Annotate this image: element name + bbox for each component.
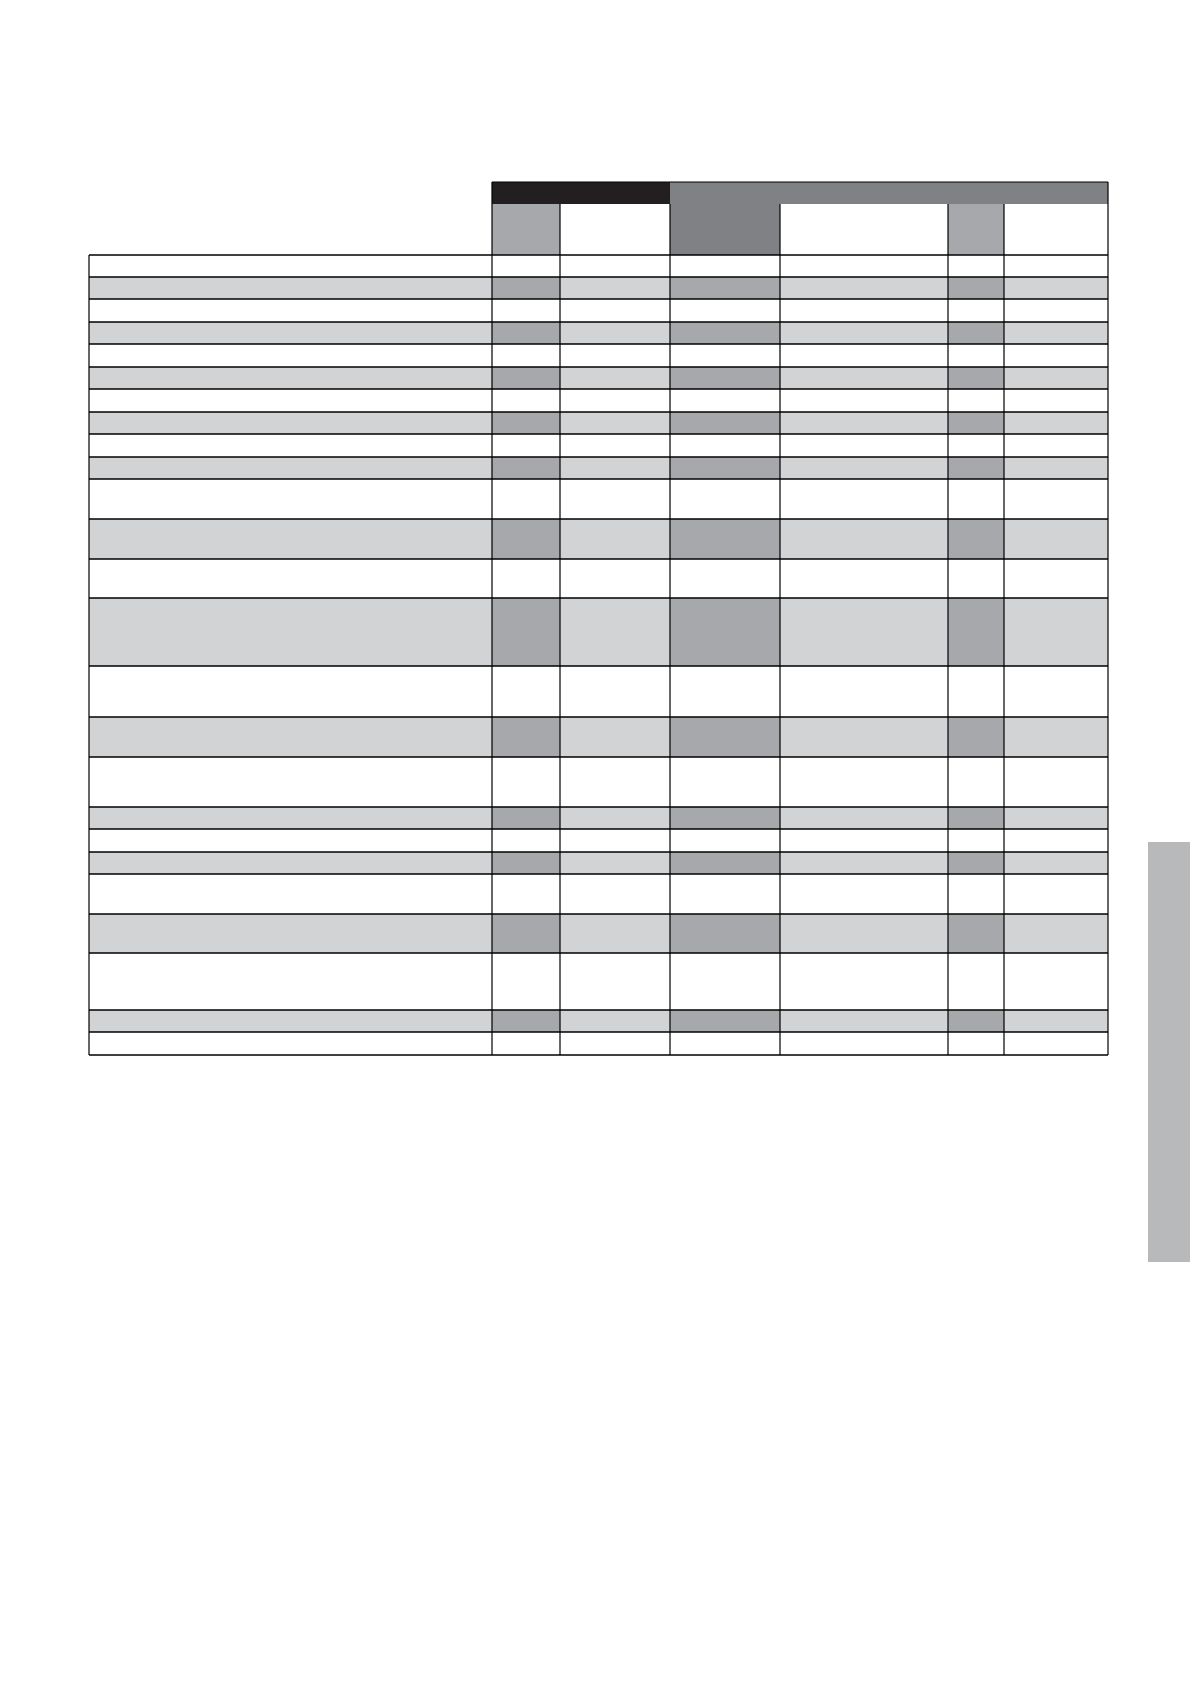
table-cell-shaded xyxy=(948,717,1004,757)
table-cell-shaded xyxy=(948,1010,1004,1032)
table-cell-shaded xyxy=(492,519,560,559)
table-cell-shaded xyxy=(492,914,560,953)
subheader-cell-3 xyxy=(670,204,780,255)
table-cell-shaded xyxy=(492,322,560,344)
subheader-cell-5 xyxy=(948,204,1004,255)
subheader-cell-2 xyxy=(560,204,670,255)
table-row xyxy=(89,559,1108,598)
table-cell-shaded xyxy=(492,717,560,757)
table-cell-shaded xyxy=(492,852,560,874)
table-cell-shaded xyxy=(670,367,780,389)
table-cell-shaded xyxy=(670,277,780,299)
table-cell-shaded xyxy=(948,519,1004,559)
subheader-cell-1 xyxy=(492,204,560,255)
table-cell-shaded xyxy=(492,277,560,299)
table-cell-shaded xyxy=(948,914,1004,953)
subheader-cell-4 xyxy=(780,204,948,255)
group-header-2 xyxy=(670,182,1108,204)
table-cell-shaded xyxy=(948,277,1004,299)
table-row xyxy=(89,874,1108,914)
section-tab xyxy=(1148,842,1190,1262)
table-row xyxy=(89,479,1108,519)
table-cell-shaded xyxy=(670,807,780,829)
subheader-cell-6 xyxy=(1004,204,1108,255)
table-cell-shaded xyxy=(948,807,1004,829)
table-cell-shaded xyxy=(670,598,780,666)
table-cell-shaded xyxy=(492,807,560,829)
table-cell-shaded xyxy=(948,412,1004,434)
table-row xyxy=(89,299,1108,322)
table-row xyxy=(89,389,1108,412)
table-row xyxy=(89,344,1108,367)
table-cell-shaded xyxy=(670,1010,780,1032)
group-header-1 xyxy=(492,182,670,204)
table-cell-shaded xyxy=(948,598,1004,666)
table-row xyxy=(89,255,1108,277)
table-row xyxy=(89,1032,1108,1055)
table-cell-shaded xyxy=(670,852,780,874)
table-cell-shaded xyxy=(670,457,780,479)
table-cell-shaded xyxy=(492,412,560,434)
table-row xyxy=(89,757,1108,807)
table-cell-shaded xyxy=(492,457,560,479)
table-cell-shaded xyxy=(670,519,780,559)
table-cell-shaded xyxy=(948,367,1004,389)
table-row xyxy=(89,829,1108,852)
table-cell-shaded xyxy=(492,1010,560,1032)
table-cell-shaded xyxy=(670,717,780,757)
table-row xyxy=(89,953,1108,1010)
table-row xyxy=(89,666,1108,717)
table-row xyxy=(89,434,1108,457)
table-cell-shaded xyxy=(948,852,1004,874)
table-cell-shaded xyxy=(670,412,780,434)
table-cell-shaded xyxy=(948,457,1004,479)
table-cell-shaded xyxy=(670,322,780,344)
table-cell-shaded xyxy=(492,598,560,666)
table-cell-shaded xyxy=(492,367,560,389)
table-cell-shaded xyxy=(670,914,780,953)
table-cell-shaded xyxy=(948,322,1004,344)
